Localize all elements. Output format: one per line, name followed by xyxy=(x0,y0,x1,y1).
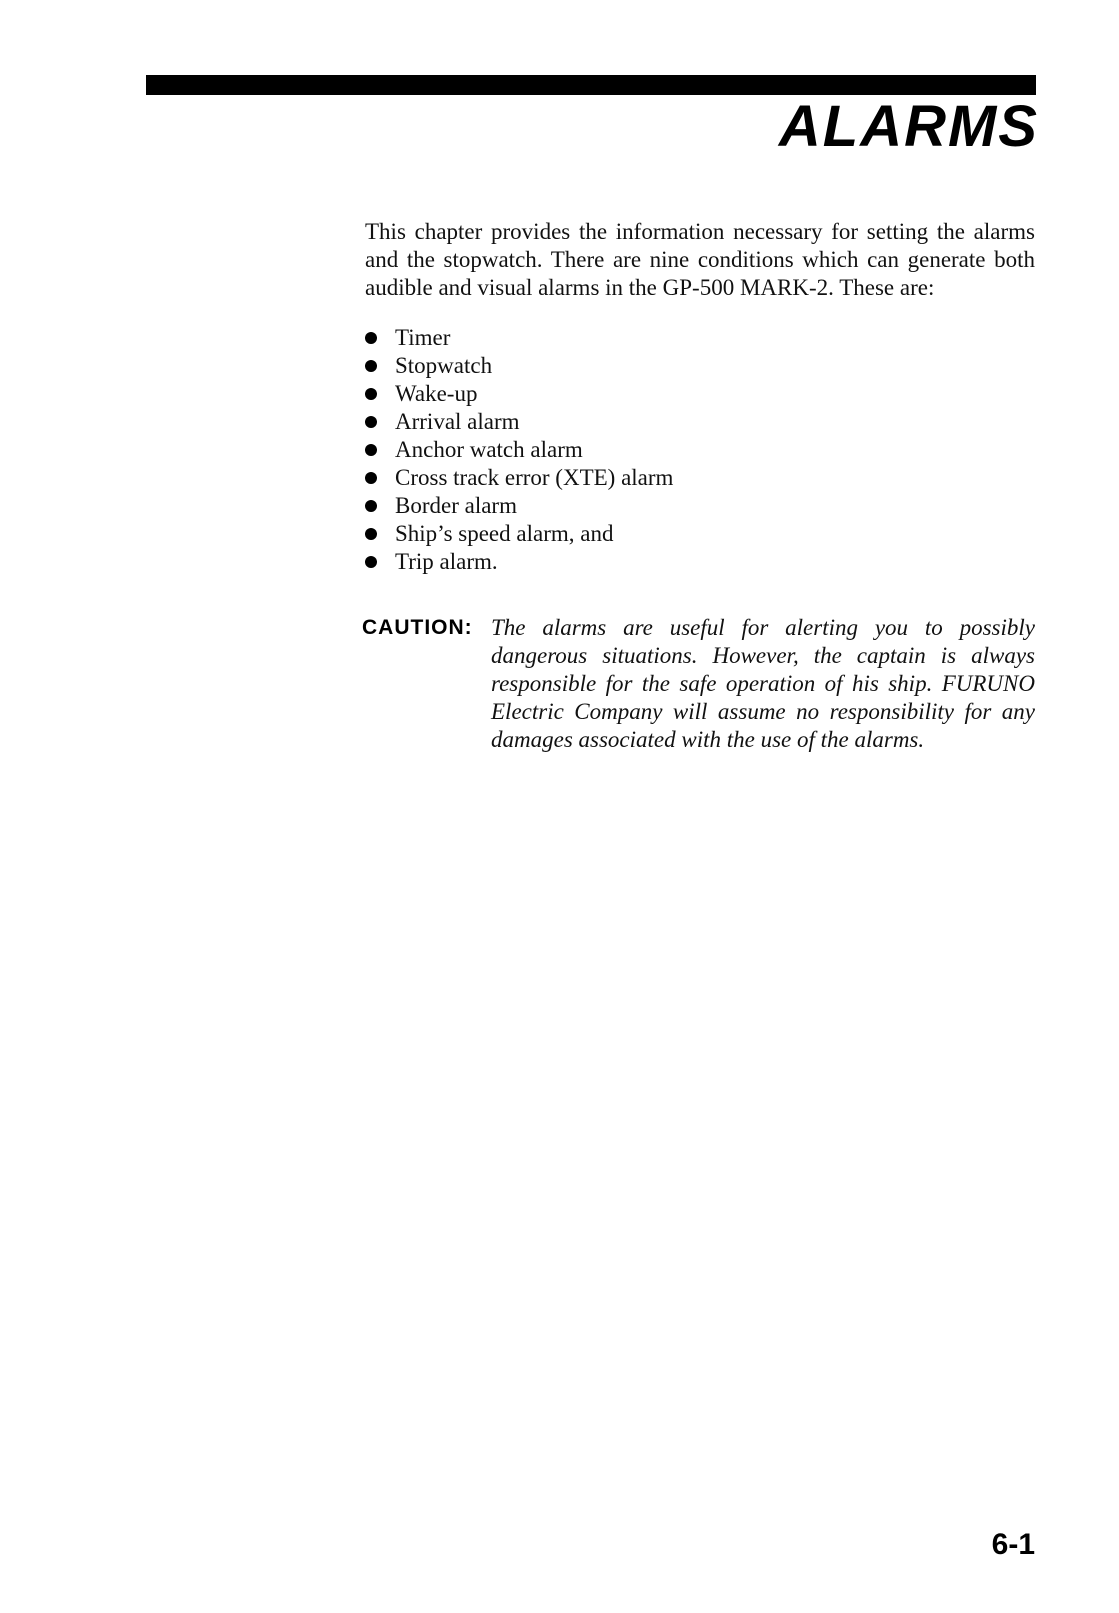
list-item-label: Arrival alarm xyxy=(395,409,520,434)
caution-label: CAUTION: xyxy=(362,616,473,639)
list-item xyxy=(365,380,1035,408)
list-item-label: Border alarm xyxy=(395,493,517,518)
list-item xyxy=(365,408,1035,436)
list-item-label: Ship’s speed alarm, and xyxy=(395,521,614,546)
intro-paragraph: This chapter provides the information necessary for setting the alarms and the stopwatch. There are nine conditions which can generate both audible and visual alarms in the GP-500 MARK-2. These are: xyxy=(365,219,1035,300)
list-item-label: Cross track error (XTE) alarm xyxy=(395,465,674,490)
bullet-icon xyxy=(365,360,377,372)
bullet-icon xyxy=(365,472,377,484)
list-item xyxy=(365,324,1035,352)
list-item xyxy=(365,492,1035,520)
list-item xyxy=(365,520,1035,548)
page-number: 6-1 xyxy=(991,1528,1035,1561)
bullet-icon xyxy=(365,556,377,568)
list-item xyxy=(365,352,1035,380)
bullet-icon xyxy=(365,388,377,400)
list-item xyxy=(365,548,1035,576)
bullet-icon xyxy=(365,500,377,512)
list-item xyxy=(365,464,1035,492)
list-item-label: Timer xyxy=(395,325,451,350)
caution-note xyxy=(362,614,1035,754)
bullet-icon xyxy=(365,332,377,344)
list-item-label: Wake-up xyxy=(395,381,478,406)
caution-text: The alarms are useful for alerting you to possibly dangerous situations. However, the captain is always responsible for the safe operation of his ship. FURUNO Electric Company will assume no responsibility for any damages associated with the use of the alarms. xyxy=(491,615,1035,752)
list-item xyxy=(365,436,1035,464)
list-item-label: Anchor watch alarm xyxy=(395,437,583,462)
alarm-list xyxy=(365,324,1035,576)
chapter-title: ALARMS xyxy=(778,94,1039,159)
list-item-label: Trip alarm. xyxy=(395,549,498,574)
bullet-icon xyxy=(365,444,377,456)
bullet-icon xyxy=(365,416,377,428)
chapter-content xyxy=(362,218,1035,754)
list-item-label: Stopwatch xyxy=(395,353,493,378)
bullet-icon xyxy=(365,528,377,540)
